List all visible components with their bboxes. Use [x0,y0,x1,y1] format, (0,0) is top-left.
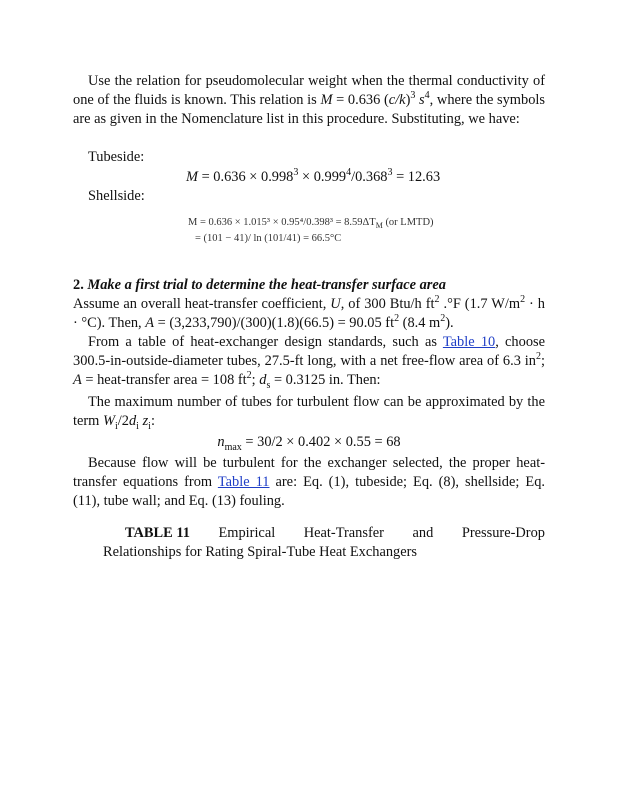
para3-b: , choose 300.5-in-outside-diameter tubes, 27.5-ft long, with a net free-flow area of 6.3 in [73,334,545,370]
symbol-d: d [128,413,137,430]
tubeside-part4: = 12.63 [392,169,441,185]
symbol-A: A [145,315,155,332]
symbol-ck: c/k [388,92,406,109]
para5-a: Because flow will be turbulent for the exchanger selected, the proper heat-transfer equations from [73,455,545,491]
para1-sup3: 3 [410,90,416,102]
para1-close: ) [405,92,411,109]
caption-word-2: Empirical [218,525,276,541]
para1-text-a: Use the relation for pseudomolecular weight when the thermal conductivity of one of the fluids is known. This relation is [73,73,545,109]
tubeside-label: Tubeside: [88,149,145,165]
caption-word-5: Pressure-Drop [461,525,545,541]
symbol-U: U [330,296,341,312]
para3-sup2b: 2 [246,370,252,382]
para3-symbol-A: A [73,372,82,389]
para3-e: ; [251,372,260,389]
nmax-equation [73,433,545,452]
symbol-ds-sub: s [266,380,271,392]
para2-sup2d: 2 [440,313,446,325]
table-10-link[interactable]: Table 10 [442,334,496,350]
tubeside-part2: × 0.999 [298,169,347,185]
para4-end: : [150,413,155,430]
para5-b: are: Eq. (1), tubeside; Eq. (8), shellside; Eq. (11), tube wall; and Eq. (13) fouling. [73,474,545,510]
para2-g: ). [445,315,454,332]
para2-sup2b: 2 [520,294,526,306]
para2-c: .°F (1.7 W/m [439,296,521,312]
symbol-z-sub: i [148,421,151,433]
para2-f: (8.4 m [399,315,441,332]
para1-text-b: , where the symbols are as given in the Nomenclature list in this procedure. Substituting, we have: [73,92,545,128]
tubeside-sup2: 4 [346,167,352,179]
max-tubes-paragraph [73,393,545,431]
symbol-d-sub: i [136,421,139,433]
para2-e: = (3,233,790)/(300)(1.8)(66.5) = 90.05 ft [154,315,395,332]
symbol-n-sub: max [224,441,242,453]
caption-word-3: Heat-Transfer [303,525,384,541]
assume-paragraph [73,295,545,333]
para3-a: From a table of heat-exchanger design standards, such as [88,334,443,350]
section-2-heading [73,276,545,295]
tubeside-part1: = 0.636 × 0.998 [198,169,294,185]
shellside-line1-text: M = 0.636 × 1.015³ × 0.95⁴/0.398³ = 8.59ΔT [188,217,376,228]
intro-paragraph [73,72,545,130]
para3-c: ; [541,353,545,370]
para2-a: Assume an overall heat-transfer coefficient, [73,296,331,312]
table-caption-number: TABLE 11 [125,525,190,541]
para3-sup2: 2 [536,351,541,363]
para4-mid: /2 [117,413,129,430]
tubeside-M: M [186,169,198,185]
para2-b: , of 300 Btu/h ft [340,296,435,312]
symbol-ds: d [259,372,267,389]
symbol-W-sub: i [114,421,118,433]
tubeside-part3: /0.368 [351,169,388,185]
symbol-z: z [142,413,149,430]
table-11-link[interactable]: Table 11 [217,474,270,491]
shellside-block [73,187,545,206]
shellside-equation-image [73,215,545,247]
shellside-eq-line1 [188,215,545,231]
para3-d: = heat-transfer area = 108 ft [81,372,247,389]
tubeside-sup3: 3 [387,167,393,179]
symbol-s: s [419,92,425,109]
tubeside-equation [186,168,566,187]
table-caption-line2: Relationships for Rating Spiral-Tube Heat Exchangers [103,544,418,561]
para1-eq-mid: = 0.636 ( [332,92,389,109]
nmax-rest: = 30/2 × 0.402 × 0.55 = 68 [241,434,401,450]
shellside-line1-end: (or LMTD) [382,217,434,228]
para3-f: = 0.3125 in. Then: [270,372,381,389]
table-11-caption [103,524,545,562]
para2-d: · h · °C). Then, [73,296,545,332]
symbol-n: n [217,434,225,450]
tubeside-block [73,148,545,167]
para1-sup4: 4 [424,90,430,102]
shellside-label: Shellside: [88,188,145,204]
shellside-line1-sub: M [375,221,383,231]
caption-word-4: and [412,525,434,541]
para2-sup2c: 2 [394,313,400,325]
para4-a: The maximum number of tubes for turbulent flow can be approximated by the term [73,394,545,430]
tubeside-sup1: 3 [293,167,299,179]
turbulent-flow-paragraph [73,454,545,512]
para2-sup2a: 2 [434,294,440,306]
section-number: 2. [73,277,84,293]
section-title: Make a first trial to determine the heat-transfer surface area [87,277,446,293]
shellside-eq-line2: = (101 − 41)/ ln (101/41) = 66.5°C [195,233,342,244]
symbol-W: W [102,413,115,430]
table10-paragraph [73,333,545,391]
symbol-M: M [320,92,333,109]
